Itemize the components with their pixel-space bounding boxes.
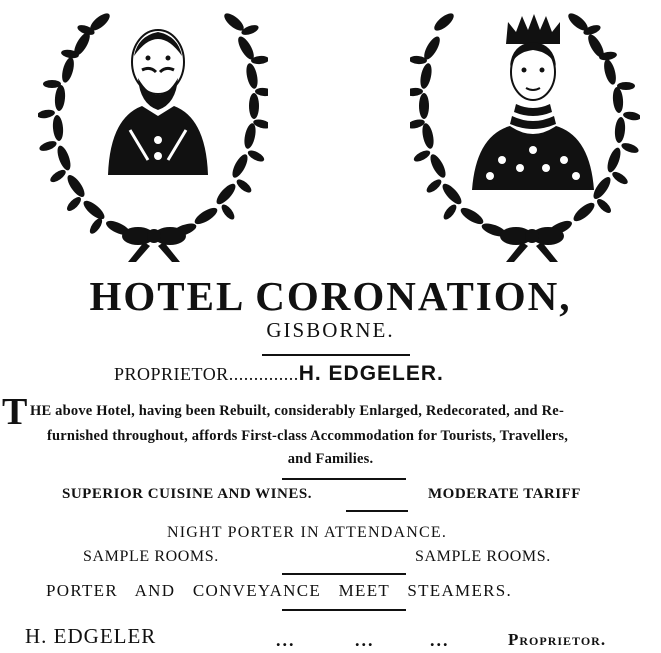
feature-sample-rooms-right: SAMPLE ROOMS. <box>415 548 551 565</box>
description-line: furnished throughout, affords First-class Accommodation for Tourists, Travellers, <box>47 428 569 444</box>
hotel-name-heading: HOTEL CORONATION, <box>89 273 572 319</box>
footer-dots: ... <box>355 630 375 650</box>
footer-dots: ... <box>276 630 296 650</box>
footer-proprietor-name: H. EDGELER <box>25 624 157 648</box>
footer-proprietor-title: Proprietor. <box>508 630 607 649</box>
king-portrait-wreath-icon <box>38 0 268 262</box>
proprietor-line <box>114 362 444 386</box>
divider-rule <box>346 510 408 512</box>
feature-night-porter: NIGHT PORTER IN ATTENDANCE. <box>167 524 448 541</box>
queen-portrait-wreath-icon <box>410 0 640 262</box>
divider-rule <box>262 354 410 356</box>
proprietor-label: PROPRIETOR.............. <box>114 364 299 384</box>
divider-rule <box>282 573 406 575</box>
description-line: HE above Hotel, having been Rebuilt, considerably Enlarged, Redecorated, and Re- <box>30 403 564 419</box>
feature-tariff: MODERATE TARIFF <box>428 486 581 502</box>
feature-cuisine: SUPERIOR CUISINE AND WINES. <box>62 486 312 502</box>
proprietor-name: H. EDGELER. <box>298 362 444 385</box>
town-name: GISBORNE. <box>266 318 395 342</box>
divider-rule <box>282 609 406 611</box>
feature-sample-rooms-left: SAMPLE ROOMS. <box>83 548 219 565</box>
description-line: and Families. <box>287 451 374 467</box>
feature-porter-conveyance: PORTER AND CONVEYANCE MEET STEAMERS. <box>46 581 513 600</box>
divider-rule <box>282 478 406 480</box>
footer-dots: ... <box>430 630 450 650</box>
drop-cap: T <box>2 391 28 433</box>
